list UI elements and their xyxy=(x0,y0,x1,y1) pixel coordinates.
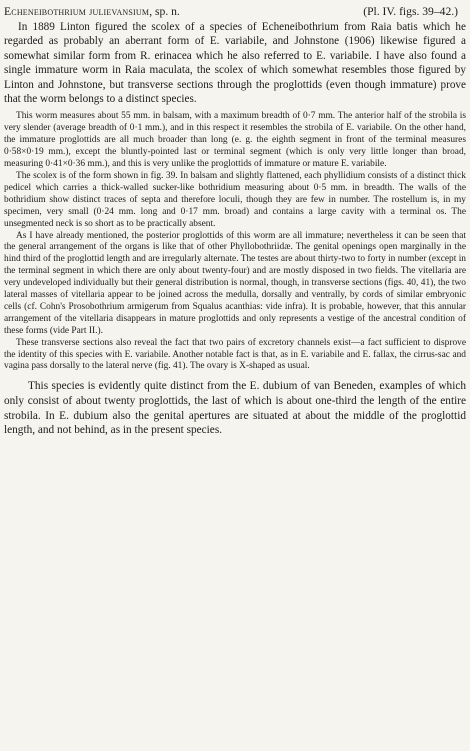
closing-paragraph: This species is evidently quite distinct from the E. dubium of van Beneden, examples of which only consist of about twenty proglottids, the last of which is about one-third the length of the entire strobila. In E. dubium also the genital apertures are situated at about the middle of the proglottid length, and not behind, as in the present species. xyxy=(4,380,466,437)
intro-paragraph: In 1889 Linton figured the scolex of a species of Echeneibothrium from Raia batis which he regarded as probably an aberrant form of E. variabile, and Johnstone (1906) likewise figured a somewhat similar form from R. erinacea which he also referred to E. variabile. I have also found a single immature worm in Raia maculata, the scolex of which somewhat resembles those figured by Linton and Johnstone, but transverse sections through the proglottids (even though immature) prove that the worm belongs to a distinct species. xyxy=(4,21,466,106)
description-paragraph: As I have already mentioned, the posterior proglottids of this worm are all immature; nevertheless it can be seen that the general arrangement of the organs is like that of other Phyllobothriidæ. The genital openings open marginally in the hind third of the proglottid length and are irregularly alternate. The testes are about thirty-two to forty in number (except in the terminal segment in which there are only about twenty-four) and are mostly disposed in two fields. The vitellaria are very undeveloped individually but their general distribution is normal, though, in transverse sections (figs. 40, 41), the two lateral masses of vitellaria appear to be joined across the medulla, dorsally and ventrally, by cords of similar embryonic cells (cf. Cohn's Prosobothrium armigerum from Squalus acanthias: vide infra). It is probable, however, that this annular arrangement of the vitellaria disappears in mature proglottids and only represents a vestige of the ancestral condition of these forms (vide Part II.). xyxy=(4,230,466,336)
description-paragraph: The scolex is of the form shown in fig. 39. In balsam and slightly flattened, each phyllidium consists of a distinct thick pedicel which carries a thick-walled sucker-like bothridium measuring about 0·5 mm. in breadth. The walls of the bothridium show distinct traces of septa and therefore loculi, though they are few in number. The rostellum is, in my specimen, very small (0·24 mm. long and 0·17 mm. broad) and contains a large cavity with a terminal os. The unsegmented neck is so short as to be practically absent. xyxy=(4,170,466,229)
description-paragraph: This worm measures about 55 mm. in balsam, with a maximum breadth of 0·7 mm. The anterior half of the strobila is very slender (average breadth of 0·1 mm.), and in this respect it resembles the strobila of E. variabile. On the other hand, the immature proglottids are all much broader than long (e. g. the eighth segment in front of the terminal measures 0·58×0·19 mm.), except the bluntly-pointed last or terminal segment (which is only very little longer than broad, measuring 0·41×0·36 mm.), and this is very unlike the proglottids of immature or mature E. variabile. xyxy=(4,111,466,170)
species-heading xyxy=(4,4,466,19)
description-paragraph: These transverse sections also reveal the fact that two pairs of excretory channels exist—a fact sufficient to disprove the identity of this species with E. variabile. Another notable fact is that, as in E. variabile and E. fallax, the cirrus-sac and vagina pass dorsally to the lateral nerve (fig. 41). The ovary is X-shaped as usual. xyxy=(4,337,466,372)
page xyxy=(4,4,466,438)
plate-reference: (Pl. IV. figs. 39–42.) xyxy=(363,5,458,18)
species-suffix: , sp. n. xyxy=(149,5,180,18)
species-name: Echeneibothrium julievansium xyxy=(4,5,150,18)
description-block xyxy=(4,111,466,373)
closing-block xyxy=(4,379,466,437)
